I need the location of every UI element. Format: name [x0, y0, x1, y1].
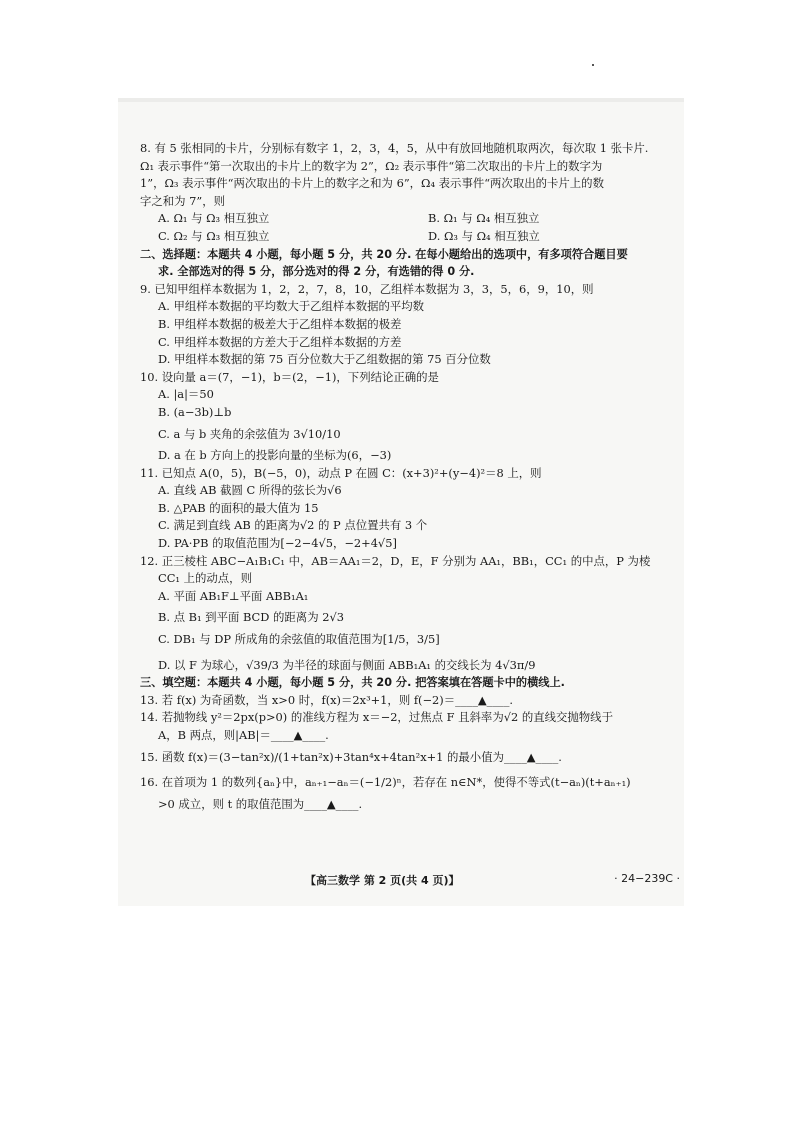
- q16-line-2: >0 成立，则 t 的取值范围为____▲____.: [158, 796, 363, 811]
- q12-stem-2: CC₁ 上的动点，则: [158, 571, 252, 586]
- q11-option-c: C. 满足到直线 AB 的距离为√2 的 P 点位置共有 3 个: [158, 518, 428, 533]
- q10-option-b: B. (a−3b)⊥b: [158, 404, 232, 419]
- q9-stem: 9. 已知甲组样本数据为 1，2，2，7，8，10，乙组样本数据为 3，3，5，6，9，10，则: [140, 281, 594, 296]
- q8-line-2: Ω₁ 表示事件“第一次取出的卡片上的数字为 2”，Ω₂ 表示事件“第二次取出的卡片上的数字为: [140, 158, 603, 173]
- section-2-heading-1: 二、选择题：本题共 4 小题，每小题 5 分，共 20 分. 在每小题给出的选项中，有多项符合题目要: [140, 247, 628, 261]
- q15: 15. 函数 f(x)＝(3−tan²x)/(1+tan²x)+3tan⁴x+4tan²x+1 的最小值为____▲____.: [140, 749, 562, 764]
- exam-content: [140, 140, 680, 813]
- q8-option-d: D. Ω₃ 与 Ω₄ 相互独立: [428, 228, 540, 243]
- q11-option-a: A. 直线 AB 截圆 C 所得的弦长为√6: [158, 483, 342, 498]
- q8-option-a: A. Ω₁ 与 Ω₃ 相互独立: [158, 211, 270, 226]
- q9-option-b: B. 甲组样本数据的极差大于乙组样本数据的极差: [158, 316, 402, 331]
- q14-line-1: 14. 若抛物线 y²＝2px(p>0) 的准线方程为 x＝−2，过焦点 F 且斜率为√2 的直线交抛物线于: [140, 710, 613, 725]
- section-3-heading: 三、填空题：本题共 4 小题，每小题 5 分，共 20 分. 把答案填在答题卡中的横线上.: [140, 676, 565, 690]
- page-footer: [140, 872, 680, 890]
- q12-option-a: A. 平面 AB₁F⊥平面 ABB₁A₁: [158, 588, 309, 603]
- footer-code: · 24−239C ·: [614, 872, 680, 885]
- q11-option-b: B. △PAB 的面积的最大值为 15: [158, 500, 319, 515]
- q12-stem-1: 12. 正三棱柱 ABC−A₁B₁C₁ 中，AB＝AA₁＝2，D，E，F 分别为 AA₁，BB₁，CC₁ 的中点，P 为棱: [140, 553, 651, 568]
- q11-option-d: D. PA·PB 的取值范围为[−2−4√5，−2+4√5]: [158, 536, 397, 551]
- q9-option-c: C. 甲组样本数据的方差大于乙组样本数据的方差: [158, 334, 402, 349]
- q8-line-3: 1”，Ω₃ 表示事件“两次取出的卡片上的数字之和为 6”，Ω₄ 表示事件“两次取出的卡片上的数: [140, 176, 604, 191]
- q9-option-a: A. 甲组样本数据的平均数大于乙组样本数据的平均数: [158, 299, 425, 314]
- sheet-edge: [118, 98, 684, 102]
- q10-option-c: C. a 与 b 夹角的余弦值为 3√10/10: [158, 426, 341, 441]
- q12-option-b: B. 点 B₁ 到平面 BCD 的距离为 2√3: [158, 610, 344, 625]
- q10-option-a: A. |a|＝50: [158, 387, 214, 402]
- footer-page-label: 【高三数学 第 2 页(共 4 页)】: [305, 874, 460, 887]
- q9-option-d: D. 甲组样本数据的第 75 百分位数大于乙组数据的第 75 百分位数: [158, 352, 491, 367]
- q8-line-1: 8. 有 5 张相同的卡片，分别标有数字 1，2，3，4，5，从中有放回地随机取两次，每次取 1 张卡片.: [140, 141, 649, 155]
- q8-options-ab: [140, 210, 680, 228]
- q14-line-2: A，B 两点，则|AB|＝____▲____.: [158, 728, 329, 742]
- q13: 13. 若 f(x) 为奇函数，当 x>0 时，f(x)＝2x³+1，则 f(−2)＝____▲____.: [140, 692, 514, 707]
- q12-option-c: C. DB₁ 与 DP 所成角的余弦值的取值范围为[1/5，3/5]: [158, 632, 440, 647]
- q12-option-d: D. 以 F 为球心，√39/3 为半径的球面与侧面 ABB₁A₁ 的交线长为 4√3π/9: [158, 657, 536, 672]
- q8-line-4: 字之和为 7”，则: [140, 193, 226, 208]
- section-2-heading-2: 求. 全部选对的得 5 分，部分选对的得 2 分，有选错的得 0 分.: [158, 265, 475, 279]
- q8-option-b: B. Ω₁ 与 Ω₄ 相互独立: [428, 211, 540, 226]
- q16-line-1: 16. 在首项为 1 的数列{aₙ}中，aₙ₊₁−aₙ＝(−1/2)ⁿ，若存在 n∈N*，使得不等式(t−aₙ)(t+aₙ₊₁): [140, 775, 631, 790]
- q8-option-c: C. Ω₂ 与 Ω₃ 相互独立: [158, 228, 270, 243]
- q10-stem: 10. 设向量 a＝(7，−1)，b＝(2，−1)，下列结论正确的是: [140, 369, 439, 384]
- q11-stem: 11. 已知点 A(0，5)，B(−5，0)，动点 P 在圆 C：(x+3)²+(y−4)²＝8 上，则: [140, 465, 542, 480]
- q10-option-d: D. a 在 b 方向上的投影向量的坐标为(6，−3): [158, 448, 392, 463]
- q8-options-cd: [140, 228, 680, 246]
- scan-speck: [592, 64, 594, 66]
